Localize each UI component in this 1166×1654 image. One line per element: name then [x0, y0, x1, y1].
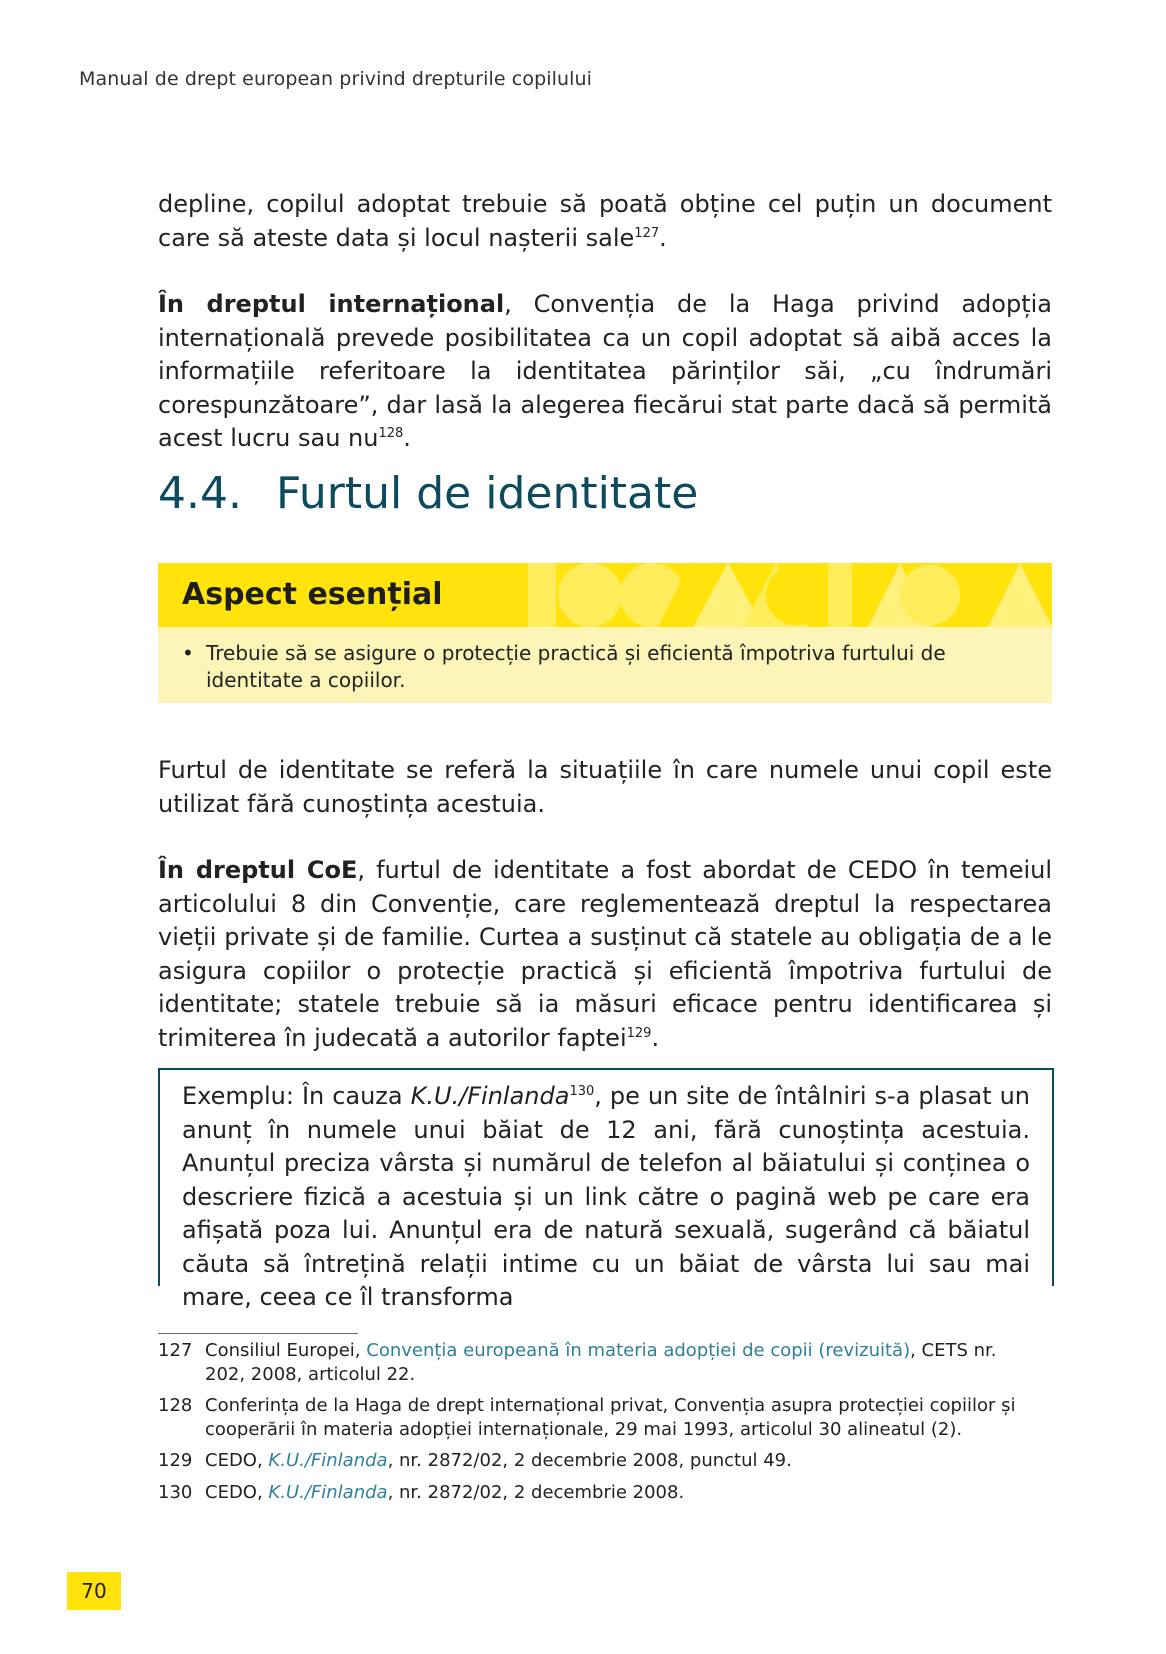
footnote-link[interactable]: Convenția europeană în materia adopției de copii (revizuită) [366, 1340, 911, 1361]
footnote-number: 129 [158, 1450, 193, 1471]
section-title: Furtul de identitate [276, 468, 699, 519]
section-heading [158, 468, 698, 519]
running-header: Manual de drept european privind drepturile copilului [79, 68, 593, 90]
paragraph-lead: În dreptul CoE [158, 856, 358, 884]
footnote-pre: Consiliul Europei, [205, 1340, 367, 1361]
key-point-title: Aspect esențial [182, 577, 443, 612]
paragraph-lead: În dreptul internațional [158, 290, 505, 318]
paragraph-text: , furtul de identitate a fost abordat de CEDO în temeiul articolului 8 din Convenție, care reglementează dreptul la respectarea vieții private și de familie. Curtea a susținut că statele au obligația de a le asigura copiilor o protecție practică și eficientă împotriva furtului de identitate; statele trebuie să ia măsuri eficace pentru identificarea și trimiterea în judecată a autorilor faptei [158, 856, 1053, 1052]
key-point-box [158, 563, 1052, 703]
paragraph-end: . [403, 424, 411, 452]
paragraph-end: . [659, 223, 667, 252]
example-lead: Exemplu: În cauza [182, 1082, 411, 1110]
footnote-text [158, 1339, 1038, 1387]
decorative-shapes-icon [528, 563, 1052, 627]
footnote-post: , nr. 2872/02, 2 decembrie 2008. [387, 1482, 685, 1503]
key-point-item [182, 640, 1002, 694]
footnote-pre: CEDO, [205, 1450, 269, 1471]
footnote-post: , nr. 2872/02, 2 decembrie 2008, punctul 49. [387, 1450, 792, 1471]
paragraph-end: . [651, 1023, 660, 1052]
section-number: 4.4. [158, 468, 242, 519]
footnote-ref-128[interactable]: 128 [378, 426, 404, 441]
footnote-number: 128 [158, 1395, 193, 1416]
footnote-pre: CEDO, [205, 1482, 269, 1503]
footnote-ref-129[interactable]: 129 [626, 1025, 652, 1041]
footnote-ref-130[interactable]: 130 [569, 1084, 595, 1099]
key-point-header [158, 563, 1052, 627]
footnote-ref-127[interactable]: 127 [634, 225, 660, 241]
example-text [182, 1080, 1030, 1315]
footnote-post: , CETS nr. 202, 2008, articolul 22. [205, 1340, 997, 1385]
key-point-text: Trebuie să se asigure o protecție practică și eficientă împotriva furtului de identitate a copiilor. [206, 641, 946, 692]
paragraph-text: depline, copilul adoptat trebuie să poată obține cel puțin un document care să ateste data și locul nașterii sale [158, 190, 1052, 252]
case-name: K.U./Finlanda [410, 1082, 570, 1110]
footnote-127 [158, 1339, 1038, 1387]
paragraph-identity-theft-definition: Furtul de identitate se referă la situațiile în care numele unui copil este utilizat fără cunoștința acestuia. [158, 756, 1052, 818]
paragraph-adoption-document [158, 188, 1052, 255]
footnote-text: Conferința de la Haga de drept internațional privat, Convenția asupra protecției copiilor și cooperării în materia adopției internaționale, 29 mai 1993, articolul 30 alineatul (2). [205, 1395, 1016, 1440]
footnote-130 [158, 1481, 1038, 1505]
bullet-icon: • [182, 641, 194, 665]
paragraph-coe-law [158, 854, 1052, 1055]
footnote-separator [158, 1333, 358, 1334]
example-body: , pe un site de întâlniri s-a plasat un anunț în numele unui băiat de 12 ani, fără cunoștința acestuia. Anunțul preciza vârsta și numărul de telefon al băiatului și conținea o descriere fizică a acestuia și un link către o pagină web pe care era afișată poza lui. Anunțul era de natură sexuală, sugerând că băiatul căuta să întrețină relații intime cu un băiat de vârsta lui sau mai mare, ceea ce îl transforma [182, 1082, 1030, 1311]
example-box [158, 1068, 1054, 1311]
footnote-128 [158, 1394, 1038, 1442]
footnote-text [158, 1449, 1038, 1473]
paragraph-international-law [158, 288, 1052, 456]
footnote-number: 127 [158, 1340, 193, 1361]
page-number: 70 [67, 1572, 121, 1610]
footnote-link[interactable]: K.U./Finlanda [268, 1450, 388, 1471]
footnote-text [158, 1481, 1038, 1505]
footnote-link[interactable]: K.U./Finlanda [268, 1482, 388, 1503]
paragraph-text: , Convenția de la Haga privind adopția internațională prevede posibilitatea ca un copil adoptat să aibă acces la informațiile referitoare la identitatea părinților săi, „cu îndrumări corespunzătoare”, dar lasă la alegerea fiecărui stat parte dacă să permită acest lucru sau nu [158, 290, 1052, 452]
footnote-129 [158, 1449, 1038, 1473]
footnote-number: 130 [158, 1482, 193, 1503]
